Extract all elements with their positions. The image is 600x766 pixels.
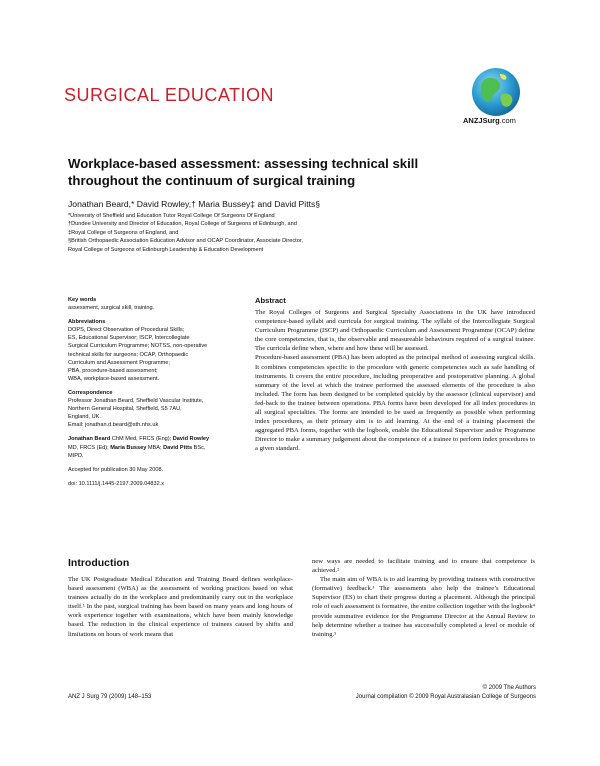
- article-sidebar: [68, 296, 228, 488]
- abbreviations-heading: Abbreviations: [68, 319, 106, 326]
- abstract-section: [255, 296, 535, 454]
- keywords: assessment, surgical skill, training.: [68, 305, 155, 312]
- abstract-heading: Abstract: [255, 296, 286, 305]
- affiliation-line: ‡Royal College of Surgeons of England, and: [68, 229, 179, 236]
- correspondence-line: England, UK.: [68, 414, 101, 421]
- journal-citation: ANZ J Surg 79 (2009) 148–153: [68, 694, 152, 700]
- credentials-line: Jonathan Beard ChM Med, FRCS (Eng); David Rowley: [68, 436, 210, 443]
- introduction-heading: Introduction: [68, 557, 130, 569]
- credentials-line: MD, FRCS (Ed); Maria Bussey MBA; David Pitts BSc,: [68, 444, 206, 451]
- correspondence-email[interactable]: Email: jonathan.d.beard@sth.nhs.uk: [68, 422, 159, 429]
- accepted-date: Accepted for publication 30 May 2008.: [68, 466, 164, 473]
- brand-suffix: .com: [499, 116, 516, 125]
- copyright-line: Journal compilation © 2009 Royal Australasian College of Surgeons: [355, 693, 536, 700]
- copyright-notice: [356, 684, 536, 701]
- abbreviation-line: DOPS, Direct Observation of Procedural Skills;: [68, 327, 185, 334]
- affiliations: [68, 212, 448, 254]
- body-paragraph: The main aim of WBA is to aid learning by providing trainees with constructive (formative) feedback.³ The assessments also help the trainee’s Educational Supervisor (ES) to chart their progress during a placement. Although the principal role of each assessment is formative, the entire collection together with the logbook⁴ provide summative evidence for the Programme Director at the Annual Review to help determine whether a trainee has successfully completed a level or module of training.⁵: [312, 576, 535, 638]
- keywords-heading: Key words: [68, 297, 97, 303]
- abbreviation-line: PBA, procedure-based assessment;: [68, 367, 158, 374]
- affiliation-line: *University of Sheffield and Education Tutor Royal College Of Surgeons Of England: [68, 213, 275, 219]
- author-credentials: [68, 435, 228, 459]
- abbreviation-line: Surgical Curriculum Programme; NOTSS, non-operative: [68, 343, 208, 350]
- body-column-right: [312, 557, 535, 639]
- credentials-line: MIPD.: [68, 452, 84, 459]
- affiliation-line: §British Orthopaedic Association Education Advisor and OCAP Coordinator, Associate Director,: [68, 238, 303, 245]
- brand-name: ANZJSurg: [463, 116, 500, 125]
- body-paragraph: The UK Postgraduate Medical Education and Training Board defines workplace-based assessment (WBA) as the assessment of working practices based on what trainees actually do in the workplace and predominantly carry out in the workplace itself.¹ In the past, surgical training has been based on many years and long hours of work experience together with examinations, which have been mainly knowledge based. The reduction in the clinical experience of trainees caused by shifts and limitations on hours of work means that: [68, 576, 293, 638]
- body-paragraph: new ways are needed to facilitate training and to ensure that competence is achieved.²: [312, 558, 535, 575]
- affiliation-line: †Dundee University and Director of Education, Royal College of Surgeons of Edinburgh, and: [68, 221, 297, 228]
- copyright-line: © 2009 The Authors: [482, 685, 536, 691]
- journal-section-banner: SURGICAL EDUCATION: [64, 85, 275, 105]
- correspondence-line: Northern General Hospital, Sheffield, S5 7AU,: [68, 406, 182, 413]
- abstract-paragraph: The Royal Colleges of Surgeons and Surgical Specialty Associations in the UK have introduced competence-based syllabi and curricula for surgical training. The syllabi of the Intercollegiate Surgical Curriculum Programme (ISCP) and Orthopaedic Curriculum and Assessment Programme (OCAP) define the core competencies, that is, the observable and measureable behaviours required of a surgical trainee. The curricula define when, where and how these will be assessed.: [255, 309, 535, 353]
- correspondence-heading: Correspondence: [68, 389, 113, 396]
- abbreviation-line: WBA, workplace-based assessment.: [68, 375, 160, 382]
- article-title: Workplace-based assessment: assessing technical skill throughout the continuum of surgical training: [68, 156, 419, 188]
- abbreviation-line: Curriculum and Assessment Programme;: [68, 359, 170, 366]
- author-list: Jonathan Beard,* David Rowley,† Maria Bussey‡ and David Pitts§: [68, 199, 321, 209]
- brand-wordmark: [463, 116, 516, 125]
- abbreviation-line: ES, Educational Supervisor; ISCP, Intercollegiate: [68, 335, 190, 342]
- globe-logo-icon: [470, 66, 522, 118]
- body-column-left: [68, 575, 293, 639]
- affiliation-line: Royal College of Surgeons of Edinburgh Leadership & Education Development: [68, 246, 264, 253]
- abbreviation-line: technical skills for surgeons; OCAP, Orthopaedic: [68, 351, 189, 358]
- correspondence-line: Professor Jonathan Beard, Sheffield Vascular Institute,: [68, 398, 204, 405]
- doi[interactable]: doi: 10.1111/j.1445-2197.2009.04832.x: [68, 480, 165, 487]
- abstract-paragraph: Procedure-based assessment (PBA) has been adopted as the principal method of assessing surgical skills. It combines competencies specific to the procedure with generic competencies such as safe handling of instruments. It covers the entire procedure, including preoperative and postoperative planning. A global summary of the level at which the trainee performed the assessed elements of the procedure is also included. The form has been designed to be completed quickly by the assessor (clinical supervisor) and fed-back to the trainee between operations. PBA forms have been developed for all index procedures in all surgical specialties. The forms are intended to be used as frequently as possible when performing index procedures, as their primary aim is to aid learning. At the end of a training placement the aggregated PBA forms, together with the logbook, enable the Educational Supervisor and/or Programme Director to make a summary judgement about the competence of a trainee to perform index procedures to a given standard.: [255, 354, 535, 453]
